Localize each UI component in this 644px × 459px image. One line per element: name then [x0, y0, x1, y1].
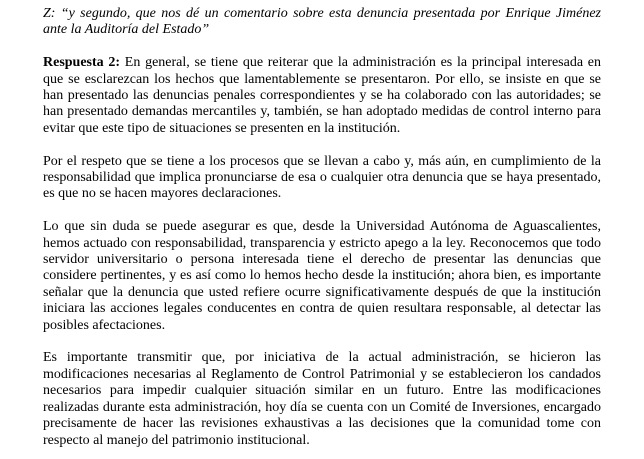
- paragraph-universidad: Lo que sin duda se puede asegurar es que, desde la Universidad Autónoma de Aguascalientes, hemos actuado con responsabilidad, transparencia y estricto apego a la ley. Reconocemos que todo servidor universitario o persona interesada tiene el derecho de presentar las denuncias que considere pertinentes, y es así como lo hemos hecho desde la institución; ahora bien, es importante señalar que la denuncia que usted refiere ocurre significativamente después de que la institución iniciara las acciones legales conducentes en contra de quien resultara responsable, al detectar las posibles afectaciones.: [43, 219, 601, 333]
- interviewer-quote: Z: “y segundo, que nos dé un comentario sobre esta denuncia presentada por Enrique Jiménez ante la Auditoría del Estado”: [43, 6, 601, 38]
- response-text: En general, se tiene que reiterar que la administración es la principal interesada en que se esclarezcan los hechos que lamentablemente se presentaron. Por ello, se insiste en que se han presentado las denuncias penales correspondientes y se ha colaborado con las autoridades; se han presentado demandas mercantiles y, también, se han adoptado medidas de control interno para evitar que este tipo de situaciones se presenten en la institución.: [43, 55, 601, 136]
- paragraph-modificaciones: Es importante transmitir que, por iniciativa de la actual administración, se hicieron las modificaciones necesarias al Reglamento de Control Patrimonial y se establecieron los candados necesarios para impedir cualquier situación similar en un futuro. Entre las modificaciones realizadas durante esta administración, hoy día se cuenta con un Comité de Inversiones, encargado precisamente de hacer las revisiones exhaustivas a las decisiones que la comunidad tome con respecto al manejo del patrimonio institucional.: [43, 350, 601, 448]
- paragraph-respeto: Por el respeto que se tiene a los procesos que se llevan a cabo y, más aún, en cumplimiento de la responsabilidad que implica pronunciarse de esa o cualquier otra denuncia que se haya presentado, es que no se hacen mayores declaraciones.: [43, 153, 601, 202]
- response-paragraph: [43, 55, 601, 137]
- response-label: Respuesta 2:: [43, 55, 121, 71]
